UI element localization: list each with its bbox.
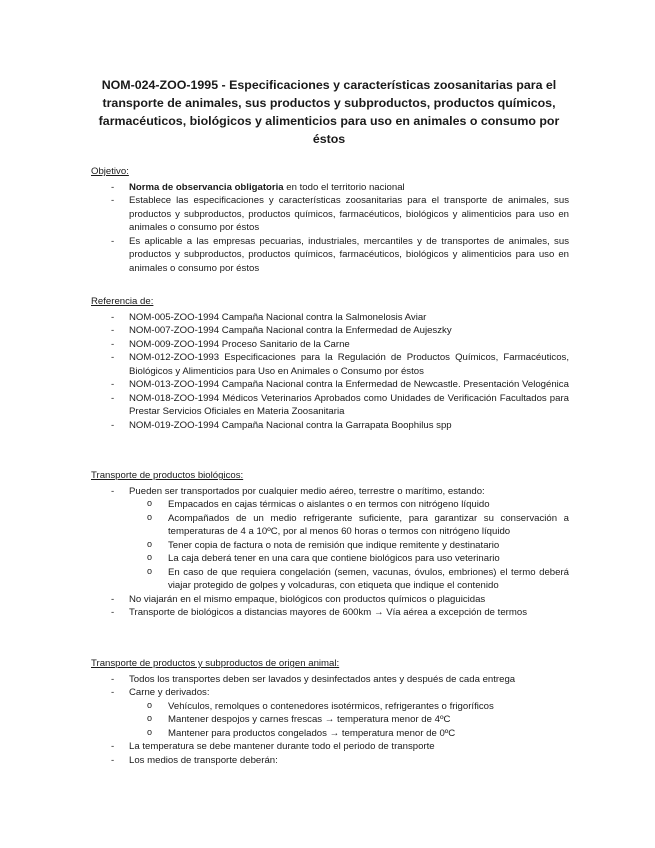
sub-list-item: o La caja deberá tener en una cara que contiene biológicos para uso veterinario	[91, 552, 569, 566]
list-item: - NOM-012-ZOO-1993 Especificaciones para la Regulación de Productos Químicos, Farmacéuticos, Biológicos y Alimenticios para Uso en Animales o Consumo por éstos	[91, 351, 569, 378]
list-item: - NOM-005-ZOO-1994 Campaña Nacional contra la Salmonelosis Aviar	[91, 311, 569, 325]
list-item: - NOM-007-ZOO-1994 Campaña Nacional contra la Enfermedad de Aujeszky	[91, 324, 569, 338]
section-heading-origen-animal: Transporte de productos y subproductos de origen animal:	[91, 658, 340, 669]
section-heading-referencia: Referencia de:	[91, 296, 154, 307]
section-origen-animal	[91, 657, 569, 767]
sub-list-item: o Empacados en cajas térmicas o aislantes o en termos con nitrógeno líquido	[91, 498, 569, 512]
biologicos-list	[91, 485, 569, 620]
list-item: - NOM-013-ZOO-1994 Campaña Nacional contra la Enfermedad de Newcastle. Presentación Velogénica	[91, 378, 569, 392]
sub-list-item: o En caso de que requiera congelación (semen, vacunas, óvulos, embriones) el termo deberá viajar protegido de golpes y volcaduras, con etiqueta que indique el contenido	[91, 566, 569, 593]
list-item: - La temperatura se debe mantener durante todo el periodo de transporte	[91, 740, 569, 754]
sub-list-item: o Acompañados de un medio refrigerante suficiente, para garantizar su conservación a temperaturas de 4 a 10ºC, por al menos 60 horas o termos con nitrógeno líquido	[91, 512, 569, 539]
section-objetivo	[91, 165, 569, 275]
section-heading-objetivo: Objetivo:	[91, 166, 129, 177]
section-referencia	[91, 295, 569, 432]
referencia-list	[91, 311, 569, 433]
origen-animal-list	[91, 673, 569, 768]
document-title: NOM-024-ZOO-1995 - Especificaciones y características zoosanitarias para el transporte de animales, sus productos y subproductos, productos químicos, farmacéuticos, biológicos y alimenticios para uso en animales o consumo por éstos	[98, 78, 560, 146]
list-item: - Los medios de transporte deberán:	[91, 754, 569, 768]
list-item: - NOM-009-ZOO-1994 Proceso Sanitario de la Carne	[91, 338, 569, 352]
list-item: - Establece las especificaciones y características zoosanitarias para el transporte de animales, sus productos y subproductos, productos químicos, farmacéuticos, biológicos y alimenticios para uso en animales o consumo por éstos	[91, 194, 569, 235]
section-heading-biologicos: Transporte de productos biológicos:	[91, 470, 244, 481]
sub-list-item: o Mantener despojos y carnes frescas → temperatura menor de 4ºC	[91, 713, 569, 727]
bold-text: Norma de observancia obligatoria	[129, 181, 284, 193]
list-item	[91, 181, 569, 195]
list-item-text: en todo el territorio nacional	[283, 181, 405, 193]
sub-list-item: o Mantener para productos congelados → temperatura menor de 0ºC	[91, 727, 569, 741]
list-item: - Pueden ser transportados por cualquier medio aéreo, terrestre o marítimo, estando:	[91, 485, 569, 499]
objetivo-list	[91, 181, 569, 276]
list-item: - Es aplicable a las empresas pecuarias, industriales, mercantiles y de transportes de animales, sus productos y subproductos, productos químicos, farmacéuticos, biológicos y alimenticios para uso en animales o consumo por éstos	[91, 235, 569, 276]
list-item: - No viajarán en el mismo empaque, biológicos con productos químicos o plaguicidas	[91, 593, 569, 607]
list-item: - Transporte de biológicos a distancias mayores de 600km → Vía aérea a excepción de termos	[91, 606, 569, 620]
list-item: - NOM-018-ZOO-1994 Médicos Veterinarios Aprobados como Unidades de Verificación Facultados para Prestar Servicios Oficiales en Materia Zoosanitaria	[91, 392, 569, 419]
section-biologicos	[91, 469, 569, 620]
sub-list-item: o Vehículos, remolques o contenedores isotérmicos, refrigerantes o frigoríficos	[91, 700, 569, 714]
list-item: - Todos los transportes deben ser lavados y desinfectados antes y después de cada entrega	[91, 673, 569, 687]
sub-list-item: o Tener copia de factura o nota de remisión que indique remitente y destinatario	[91, 539, 569, 553]
list-item: - Carne y derivados:	[91, 686, 569, 700]
list-item: - NOM-019-ZOO-1994 Campaña Nacional contra la Garrapata Boophilus spp	[91, 419, 569, 433]
